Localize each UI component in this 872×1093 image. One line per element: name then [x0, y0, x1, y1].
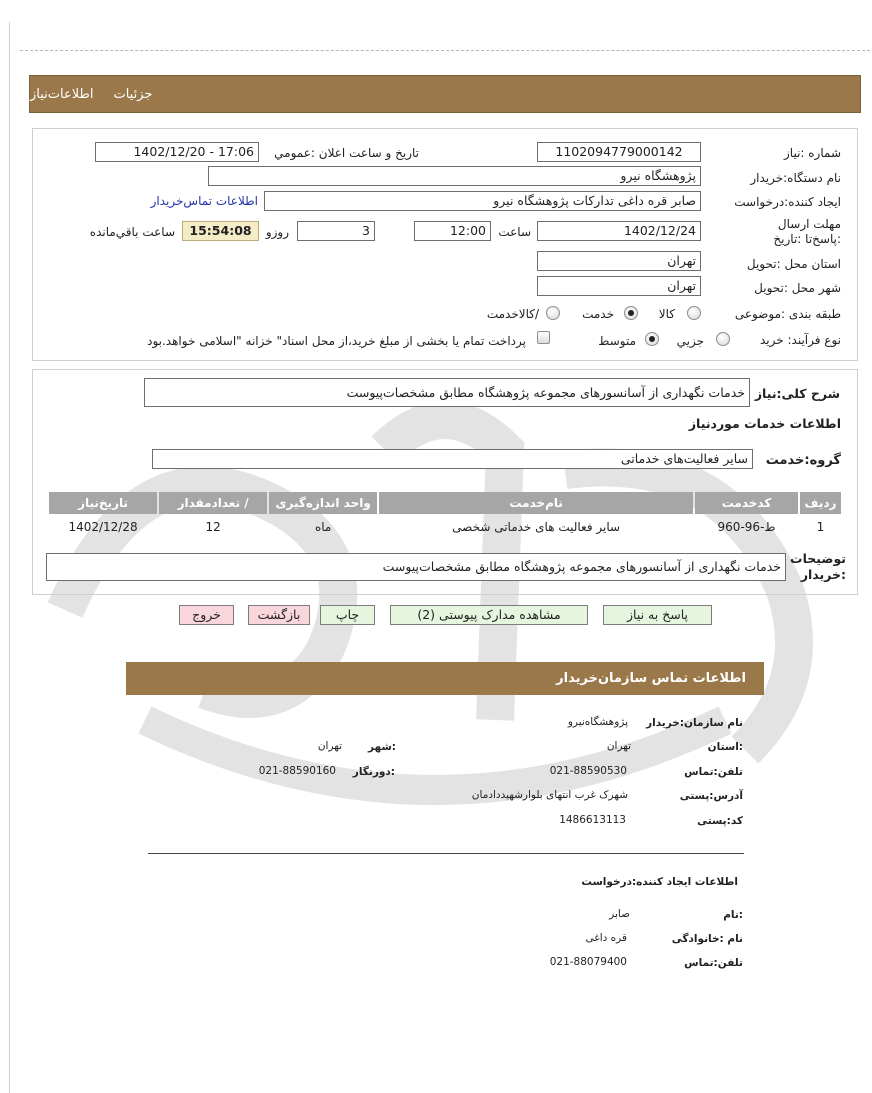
- creator-label: ایجاد کننده:درخواست: [734, 195, 841, 209]
- postal-code-label: کد:پستی: [697, 815, 743, 827]
- org-label: نام سازمان:خریدار: [646, 717, 743, 729]
- postal-code-value: 1486613113: [559, 814, 626, 826]
- service-group-field: سایر فعالیت‌های خدماتی: [152, 449, 753, 469]
- radio-service[interactable]: [624, 306, 638, 320]
- deadline-time-label: ساعت: [498, 225, 531, 239]
- announce-label: تاریخ و ساعت اعلان :عمومي: [274, 146, 419, 160]
- treasury-checkbox[interactable]: [537, 331, 550, 344]
- radio-minor[interactable]: [716, 332, 730, 346]
- back-button[interactable]: بازگشت: [248, 605, 310, 625]
- buyer-label: نام دستگاه:خریدار: [750, 171, 841, 185]
- days-label: روزو: [265, 225, 289, 239]
- contact-info-header: اطلاعات تماس سازمان‌خریدار: [126, 662, 764, 695]
- buyer-field: پژوهشگاه نیرو: [208, 166, 701, 186]
- contact-divider: [148, 853, 744, 854]
- days-field: 3: [297, 221, 375, 241]
- creator-phone-label: تلفن:تماس: [684, 957, 743, 969]
- process-label: نوع فرآیند: خرید: [760, 333, 841, 347]
- cell-code: ط-96-960: [717, 520, 776, 534]
- col-qty: / تعدادمقدار: [159, 492, 267, 514]
- col-row: ردیف: [800, 492, 841, 514]
- need-number-field: 1102094779000142: [537, 142, 701, 162]
- contact-city-label: :شهر: [368, 741, 396, 753]
- reply-button[interactable]: پاسخ به نیاز: [603, 605, 712, 625]
- print-button[interactable]: چاپ: [320, 605, 375, 625]
- deadline-label: مهلت ارسال :پاسخ‌تا :تاریخ: [773, 217, 841, 246]
- radio-medium-label: متوسط: [598, 334, 636, 348]
- radio-goods[interactable]: [687, 306, 701, 320]
- buyer-contact-link[interactable]: اطلاعات تماس‌خریدار: [150, 194, 258, 208]
- radio-medium[interactable]: [645, 332, 659, 346]
- deadline-date-field: 1402/12/24: [537, 221, 701, 241]
- service-group-label: گروه:خدمت: [765, 453, 841, 468]
- deadline-time-field: 12:00: [414, 221, 491, 241]
- cell-date: 1402/12/28: [68, 520, 138, 534]
- tab-need-info[interactable]: اطلاعات‌نیاز: [30, 86, 94, 102]
- remaining-label: ساعت باقي‌مانده: [89, 225, 175, 239]
- city-field: تهران: [537, 276, 701, 296]
- contact-province-label: :استان: [707, 741, 743, 753]
- buyer-notes-label: توضیحات :خریدار: [790, 551, 846, 582]
- exit-button[interactable]: خروج: [179, 605, 234, 625]
- need-info-panel: [32, 128, 858, 361]
- col-name: نام‌خدمت: [379, 492, 693, 514]
- creator-family-label: نام :خانوادگی: [671, 933, 743, 945]
- province-field: تهران: [537, 251, 701, 271]
- services-table-wrap: [47, 490, 843, 540]
- cell-name: سایر فعالیت های خدماتی شخصی: [452, 520, 621, 534]
- creator-family-value: قره داغی: [585, 932, 627, 944]
- creator-info-title: اطلاعات ایجاد کننده:درخواست: [581, 876, 738, 888]
- col-code: کدخدمت: [695, 492, 798, 514]
- cell-unit: ماه: [314, 520, 332, 534]
- view-attachments-button[interactable]: مشاهده مدارک پیوستی (2): [390, 605, 588, 625]
- cell-row: 1: [816, 520, 825, 534]
- fax-label: :دورنگار: [352, 766, 395, 778]
- radio-minor-label: جزیي: [676, 334, 704, 348]
- cell-qty: 12: [205, 520, 221, 534]
- treasury-payment-note: پرداخت تمام یا بخشی از مبلغ خرید،از محل اسناد" خزانه "اسلامی خواهد.بود: [147, 334, 526, 348]
- contact-phone-value: 021-88590530: [549, 765, 627, 777]
- contact-province-value: تهران: [606, 740, 631, 752]
- radio-service-label: خدمت: [582, 307, 614, 321]
- address-label: آدرس:پستی: [679, 790, 743, 802]
- radio-goods-service-label: /کالاخدمت: [486, 307, 539, 321]
- remaining-timer: 15:54:08: [182, 221, 259, 241]
- description-label: شرح کلی:نیاز: [754, 386, 840, 401]
- tab-details[interactable]: جزئیات: [113, 86, 153, 102]
- left-border-line: [9, 22, 10, 1093]
- col-unit: واحد اندازه‌گیری: [269, 492, 377, 514]
- radio-goods-service[interactable]: [546, 306, 560, 320]
- category-label: طبقه بندی :موضوعی: [734, 307, 841, 321]
- table-header-row: [49, 492, 841, 514]
- details-header-bar: [29, 75, 861, 113]
- org-value: پژوهشگاه‌نیرو: [567, 716, 628, 728]
- top-dotted-divider: [20, 50, 870, 51]
- fax-value: 021-88590160: [258, 765, 336, 777]
- services-table: [47, 490, 843, 540]
- province-label: استان محل :تحویل: [746, 257, 841, 271]
- address-value: شهرک غرب انتهای بلوارشهیددادمان: [471, 789, 628, 801]
- announce-datetime-field: 1402/12/20 - 17:06: [95, 142, 259, 162]
- services-title: اطلاعات خدمات موردنیاز: [688, 416, 841, 431]
- contact-city-value: تهران: [317, 740, 342, 752]
- contact-phone-label: تلفن:تماس: [684, 766, 743, 778]
- table-row: [49, 516, 841, 538]
- radio-goods-label: کالا: [658, 307, 675, 321]
- creator-field: صابر قره داغی تدارکات پژوهشگاه نیرو: [264, 191, 701, 211]
- city-label: شهر محل :تحویل: [754, 281, 841, 295]
- col-date: تاریخ‌نیاز: [49, 492, 157, 514]
- creator-name-label: :نام: [723, 909, 743, 921]
- creator-name-value: صابر: [609, 908, 630, 920]
- need-number-label: شماره :نیاز: [784, 146, 841, 160]
- buyer-notes-field: خدمات نگهداری از آسانسورهای مجموعه پژوهشگاه مطابق مشخصات‌پیوست: [46, 553, 786, 581]
- creator-phone-value: 021-88079400: [549, 956, 627, 968]
- description-field: خدمات نگهداری از آسانسورهای مجموعه پژوهشگاه مطابق مشخصات‌پیوست: [144, 378, 750, 407]
